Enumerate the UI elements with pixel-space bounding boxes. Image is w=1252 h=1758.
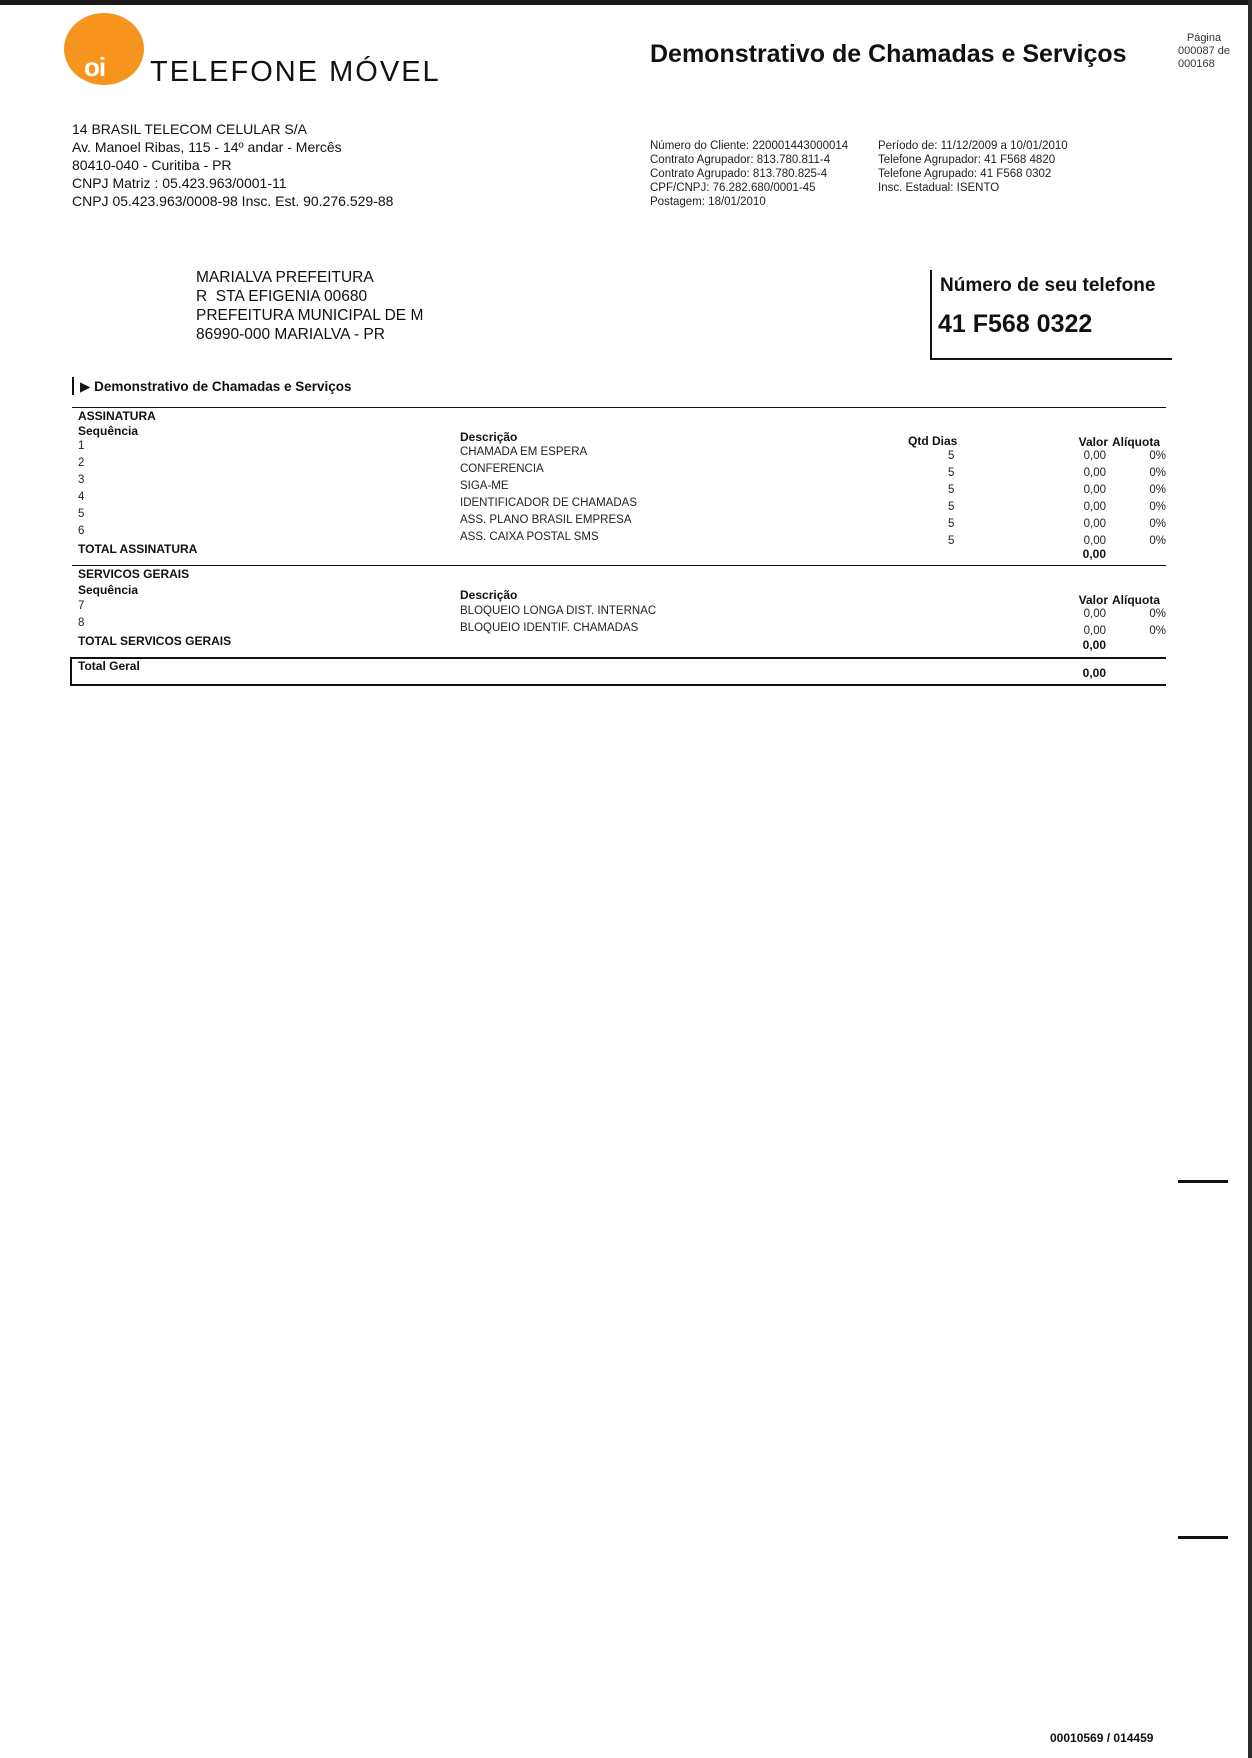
- page-label: Página: [1186, 32, 1222, 44]
- assinatura-total-label: TOTAL ASSINATURA: [78, 542, 198, 556]
- phone-grouped: Telefone Agrupado: 41 F568 0302: [878, 168, 1052, 180]
- total-geral-rule: [72, 684, 1166, 686]
- company-line: 80410-040 - Curitiba - PR: [72, 157, 232, 173]
- qtd-cell: 5: [948, 501, 955, 513]
- phone-number: 41 F568 0322: [938, 310, 1093, 338]
- assinatura-col-valor: Valor: [1078, 435, 1108, 449]
- valor-cell: 0,00: [1083, 484, 1106, 496]
- desc-cell: BLOQUEIO LONGA DIST. INTERNAC: [460, 605, 657, 617]
- desc-cell: CHAMADA EM ESPERA: [460, 446, 588, 458]
- section-marker: [72, 377, 74, 395]
- cpf-cnpj: CPF/CNPJ: 76.282.680/0001-45: [650, 182, 816, 194]
- postage-date: Postagem: 18/01/2010: [650, 196, 766, 208]
- recipient-line: MARIALVA PREFEITURA: [196, 269, 374, 286]
- valor-cell: 0,00: [1083, 535, 1106, 547]
- aliquota-cell: 0%: [1149, 501, 1166, 513]
- assinatura-qtd-column: [948, 448, 960, 550]
- recipient-line: R STA EFIGENIA 00680: [196, 288, 368, 305]
- seq-cell: 5: [78, 508, 85, 520]
- assinatura-desc-column: [460, 444, 780, 546]
- desc-cell: CONFERENCIA: [460, 463, 544, 475]
- footer-code: 00010569 / 014459: [1050, 1731, 1154, 1745]
- desc-cell: ASS. PLANO BRASIL EMPRESA: [460, 514, 632, 526]
- assinatura-valor-column: [1058, 448, 1106, 550]
- contract-grouped: Contrato Agrupado: 813.780.825-4: [650, 168, 828, 180]
- servicos-col-valor: Valor: [1078, 593, 1108, 607]
- servicos-aliquota-column: [1130, 606, 1166, 640]
- play-arrow-icon: ▶: [80, 379, 91, 394]
- phone-grouper: Telefone Agrupador: 41 F568 4820: [878, 154, 1056, 166]
- company-line: CNPJ 05.423.963/0008-98 Insc. Est. 90.276.529-88: [72, 193, 394, 209]
- section-header-text: Demonstrativo de Chamadas e Serviços: [94, 379, 352, 394]
- aliquota-cell: 0%: [1149, 535, 1166, 547]
- section-rule: [72, 407, 1166, 408]
- contract-grouper: Contrato Agrupador: 813.780.811-4: [650, 154, 831, 166]
- company-line: Av. Manoel Ribas, 115 - 14º andar - Mercês: [72, 139, 342, 155]
- valor-cell: 0,00: [1083, 625, 1106, 637]
- servicos-col-desc: Descrição: [460, 588, 518, 602]
- company-address: [72, 120, 393, 210]
- brand-name: TELEFONE MÓVEL: [150, 56, 441, 88]
- seq-cell: 2: [78, 457, 85, 469]
- desc-cell: BLOQUEIO IDENTIF. CHAMADAS: [460, 622, 639, 634]
- desc-cell: IDENTIFICADOR DE CHAMADAS: [460, 497, 637, 509]
- servicos-rule: [72, 657, 1166, 659]
- total-geral-value: 0,00: [1082, 666, 1106, 680]
- assinatura-aliquota-column: [1130, 448, 1166, 550]
- assinatura-total-value: 0,00: [1082, 547, 1106, 561]
- qtd-cell: 5: [948, 518, 955, 530]
- aliquota-cell: 0%: [1149, 518, 1166, 530]
- page-current: 000087 de: [1178, 45, 1230, 57]
- recipient-address: [196, 268, 423, 344]
- total-geral-label: Total Geral: [78, 659, 140, 673]
- valor-cell: 0,00: [1083, 501, 1106, 513]
- phone-label: Número de seu telefone: [940, 275, 1156, 296]
- right-border: [1248, 0, 1252, 1758]
- total-geral-left-edge: [70, 657, 72, 686]
- state-registration: Insc. Estadual: ISENTO: [878, 182, 1000, 194]
- recipient-line: 86990-000 MARIALVA - PR: [196, 326, 385, 343]
- logo-text: oi: [84, 52, 106, 82]
- company-line: 14 BRASIL TELECOM CELULAR S/A: [72, 121, 307, 137]
- servicos-col-aliquota: Alíquota: [1112, 593, 1160, 607]
- document-title: Demonstrativo de Chamadas e Serviços: [650, 40, 1127, 68]
- assinatura-title: ASSINATURA: [78, 409, 156, 423]
- section-header: [80, 379, 352, 395]
- client-info-left: [650, 139, 848, 209]
- servicos-valor-column: [1058, 606, 1106, 640]
- page-indicator: [1178, 32, 1230, 71]
- valor-cell: 0,00: [1083, 467, 1106, 479]
- aliquota-cell: 0%: [1149, 608, 1166, 620]
- seq-cell: 8: [78, 617, 85, 629]
- seq-cell: 4: [78, 491, 85, 503]
- servicos-desc-column: [460, 603, 780, 637]
- qtd-cell: 5: [948, 535, 955, 547]
- seq-cell: 1: [78, 440, 85, 452]
- seq-cell: 3: [78, 474, 85, 486]
- servicos-seq-column: [78, 598, 98, 632]
- assinatura-col-aliquota: Alíquota: [1112, 435, 1160, 449]
- valor-cell: 0,00: [1083, 608, 1106, 620]
- valor-cell: 0,00: [1083, 518, 1106, 530]
- fold-mark: [1178, 1180, 1228, 1183]
- qtd-cell: 5: [948, 467, 955, 479]
- recipient-line: PREFEITURA MUNICIPAL DE M: [196, 307, 424, 324]
- qtd-cell: 5: [948, 484, 955, 496]
- valor-cell: 0,00: [1083, 450, 1106, 462]
- qtd-cell: 5: [948, 450, 955, 462]
- page-total: 000168: [1178, 58, 1215, 70]
- desc-cell: SIGA-ME: [460, 480, 509, 492]
- client-info-right: [878, 139, 1068, 195]
- aliquota-cell: 0%: [1149, 625, 1166, 637]
- aliquota-cell: 0%: [1149, 484, 1166, 496]
- servicos-col-seq: Sequência: [78, 583, 139, 597]
- assinatura-rule: [72, 565, 1166, 566]
- assinatura-col-seq: Sequência: [78, 424, 139, 438]
- seq-cell: 6: [78, 525, 85, 537]
- billing-period: Período de: 11/12/2009 a 10/01/2010: [878, 140, 1068, 152]
- desc-cell: ASS. CAIXA POSTAL SMS: [460, 531, 599, 543]
- client-number: Número do Cliente: 220001443000014: [650, 140, 849, 152]
- assinatura-col-desc: Descrição: [460, 430, 518, 444]
- aliquota-cell: 0%: [1149, 467, 1166, 479]
- assinatura-seq-column: [78, 438, 98, 540]
- fold-mark: [1178, 1536, 1228, 1539]
- company-line: CNPJ Matriz : 05.423.963/0001-11: [72, 175, 287, 191]
- top-border: [0, 0, 1252, 5]
- assinatura-col-qtd: Qtd Dias: [908, 434, 958, 448]
- servicos-total-label: TOTAL SERVICOS GERAIS: [78, 634, 232, 648]
- servicos-total-value: 0,00: [1082, 638, 1106, 652]
- aliquota-cell: 0%: [1149, 450, 1166, 462]
- seq-cell: 7: [78, 600, 85, 612]
- servicos-title: SERVICOS GERAIS: [78, 567, 190, 581]
